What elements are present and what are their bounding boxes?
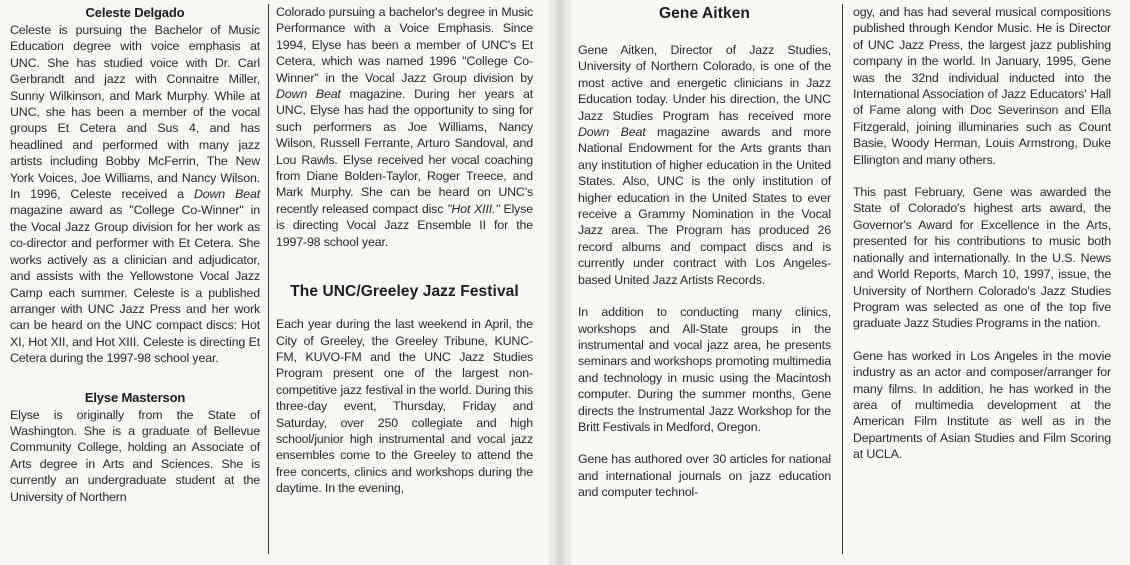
bio-gene-para-6: Gene has worked in Los Angeles in the movie industry as an actor and composer/arranger for many films. In addition, he has worked in the area of multimedia development at the American Film Institute as well as in the Departments of Asian Studies and Film Scoring at UCLA. xyxy=(853,348,1111,462)
bio-celeste-text-1: Celeste is pursuing the Bachelor of Music Education degree with voice emphasis at UNC. She has studied voice with Dr. Carl Gerbrandt and jazz with Connaitre Miller, Sunny Wilkinson, and Mark Murphy. While at UNC, she has been a member of the vocal groups Et Cetera and Sus 4, and has headlined and performed with many jazz artists including Bobby McFerrin, The New York Voices, Joe Williams, and Nancy Wilson. In 1996, Celeste received a xyxy=(10,23,260,202)
bio-elyse-text-1: Colorado pursuing a bachelor's degree in Music Performance with a Voice Emphasis. Since 1994, Elyse has been a member of UNC's Et Cetera, which was named 1996 "College Co-Winner" in the Vocal Jazz Group division by xyxy=(276,5,533,85)
bio-gene-para-2: In addition to conducting many clinics, workshops and All-State groups in the instrumental and vocal jazz area, he presents seminars and workshops promoting multimedia and technology in music using the Macintosh computer. During the summer months, Gene directs the Instrumental Jazz Workshop for the Britt Festivals in Medford, Oregon. xyxy=(578,305,831,434)
column-3 xyxy=(578,4,831,501)
heading-gene-aitken: Gene Aitken xyxy=(659,5,750,22)
heading-jazz-festival: The UNC/Greeley Jazz Festival xyxy=(290,283,519,301)
bio-gene-para-3: Gene has authored over 30 articles for national and international journals on jazz education and computer technol- xyxy=(578,452,831,500)
bio-elyse-text-2: magazine. During her years at UNC, Elyse has had the opportunity to sing for such performers as Joe Williams, Nancy Wilson, Russell Ferrante, Arturo Sandoval, and Lou Rawls. Elyse received her vocal coaching from Diane Bolden-Taylor, Roger Treece, and Mark Murphy. She can be heard on UNC's recently released compact disc xyxy=(276,87,533,216)
column-1 xyxy=(10,4,260,505)
bio-celeste-delgado xyxy=(10,22,260,367)
festival-description: Each year during the last weekend in April, the City of Greeley, the Greeley Tribune, KUNC-FM, KUVO-FM and the UNC Jazz Studies Program present one of the largest non-competitive jazz festival in the world. During this three-day event, Thursday, Friday and Saturday, over 250 collegiate and high school/junior high instrumental and vocal jazz ensembles come to the Greeley to attend the free concerts, clinics and workshops during the daytime. In the evening, xyxy=(276,317,533,496)
bio-elyse-part1: Elyse is originally from the State of Washington. She is a graduate of Bellevue Community College, holding an Associate of Arts degree in Arts and Sciences. She is currently an undergraduate student at the University of Northern xyxy=(10,407,260,504)
bio-elyse-em-2: "Hot XIII." xyxy=(447,201,500,216)
bio-gene-text-1: Gene Aitken, Director of Jazz Studies, University of Northern Colorado, is one of the most active and energetic clinicians in Jazz Education today. Under his direction, the UNC Jazz Studies Program has received more xyxy=(578,43,831,123)
heading-celeste-delgado: Celeste Delgado xyxy=(85,5,185,20)
bio-elyse-text-3: Elyse is directing Vocal Jazz Ensemble II for the 1997-98 school year. xyxy=(276,201,534,249)
column-rule-left xyxy=(268,4,269,554)
bio-gene-para-5: This past February, Gene was awarded the State of Colorado's highest arts award, the Governor's Award for Excellence in the Arts, presented for his contributions to music both nationally and internationally. In the U.S. News and World Reports, March 10, 1997, issue, the University of Northern Colorado's Jazz Studies Program was selected as one of the top five graduate Jazz Studies Programs in the nation. xyxy=(853,185,1111,331)
heading-elyse-masterson: Elyse Masterson xyxy=(84,389,186,405)
page-gutter xyxy=(548,0,572,565)
bio-gene-em: Down Beat xyxy=(578,125,646,140)
bio-celeste-em: Down Beat xyxy=(193,187,261,202)
bio-gene-para-4: ogy, and has had several musical compositions published through Kendor Music. He is Director of UNC Jazz Press, the largest jazz publishing company in the world. In January, 1995, Gene was the 32nd individual inducted into the International Association of Jazz Educators' Hall of Fame along with Doc Severinson and Ella Fitzgerald, joining illuminaries such as Count Basie, Woody Herman, Louis Armstrong, Duke Ellington and many others. xyxy=(853,5,1111,167)
bio-elyse-em: Down Beat xyxy=(276,87,341,102)
bio-gene-para-1 xyxy=(578,42,831,288)
bio-elyse-part2 xyxy=(276,4,533,250)
column-4 xyxy=(853,4,1111,463)
column-2 xyxy=(276,4,533,497)
bio-celeste-text-2: magazine award as "College Co-Winner" in the Vocal Jazz Group division for her work as co-director and performer with Et Cetera. She works actively as a clinician and adjudicator, and assists with the Yellowstone Vocal Jazz Camp each summer. Celeste is a published arranger with UNC Jazz Press and her work can be heard on the UNC compact discs: Hot XI, Hot XII, and Hot XIII. Celeste is directing Et Cetera during the 1997-98 school year. xyxy=(10,203,260,366)
column-rule-right xyxy=(842,4,843,554)
bio-gene-text-2: magazine awards and more National Endowment for the Arts grants than any institution of higher education in the United States. Also, UNC is the only institution of higher education in the United States to ever receive a Grammy Nomination in the Vocal Jazz area. The Program has produced 26 record albums and compact discs and is currently under contract with Los Angeles-based United Jazz Artists Records. xyxy=(578,125,832,287)
